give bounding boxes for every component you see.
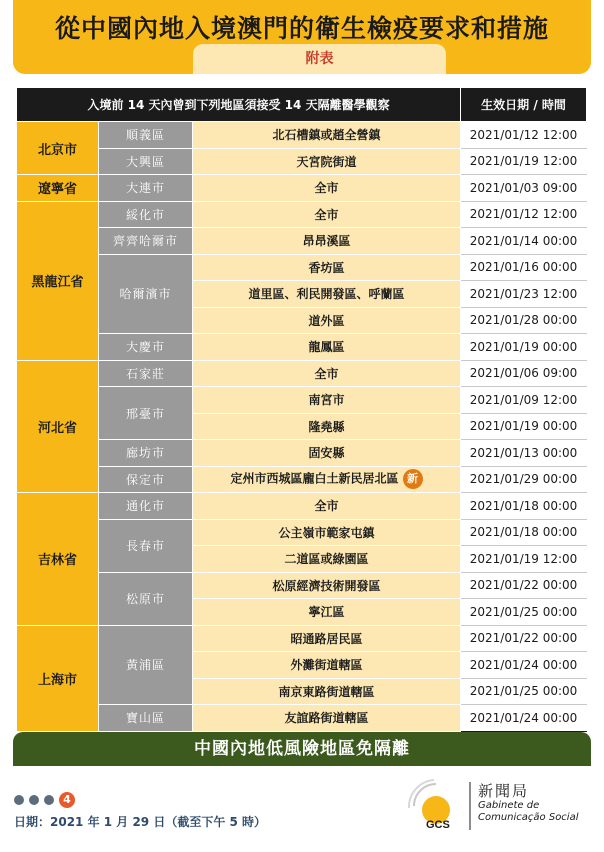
table-row <box>17 440 587 467</box>
effective-date-cell: 2021/01/12 12:00 <box>461 201 587 228</box>
city-cell: 長春市 <box>99 519 193 572</box>
area-text: 友誼路街道轄區 <box>284 711 369 726</box>
effective-date-cell: 2021/01/23 12:00 <box>461 281 587 308</box>
area-cell <box>193 493 461 520</box>
city-cell: 廊坊市 <box>99 440 193 467</box>
column-header-regions: 入境前 14 天內曾到下列地區須接受 14 天隔離醫學觀察 <box>17 88 461 122</box>
area-text: 天宮院街道 <box>296 154 357 169</box>
province-cell: 北京市 <box>17 122 99 175</box>
area-text: 隆堯縣 <box>308 419 345 434</box>
effective-date-cell: 2021/01/22 00:00 <box>461 625 587 652</box>
area-cell <box>193 175 461 202</box>
appendix-tab: 附表 <box>193 44 446 74</box>
area-cell <box>193 546 461 573</box>
area-cell <box>193 413 461 440</box>
area-text: 固安縣 <box>308 446 345 461</box>
city-cell: 黃浦區 <box>99 625 193 705</box>
effective-date-cell: 2021/01/12 12:00 <box>461 122 587 149</box>
area-text: 道里區、利民開發區、呼蘭區 <box>248 287 405 302</box>
area-cell <box>193 625 461 652</box>
table-row <box>17 148 587 175</box>
area-text: 全市 <box>314 207 339 222</box>
quarantine-table <box>16 87 587 732</box>
table-row <box>17 572 587 599</box>
city-cell: 邢臺市 <box>99 387 193 440</box>
logo-chinese-name: 新聞局 <box>478 782 530 800</box>
area-cell <box>193 705 461 732</box>
table-row <box>17 175 587 202</box>
area-cell <box>193 254 461 281</box>
table-body <box>17 122 587 732</box>
table-row <box>17 360 587 387</box>
effective-date-cell: 2021/01/25 00:00 <box>461 599 587 626</box>
table-row <box>17 519 587 546</box>
area-cell <box>193 678 461 705</box>
area-text: 全市 <box>314 499 339 514</box>
logo-portuguese-name <box>478 800 579 824</box>
province-cell: 河北省 <box>17 360 99 493</box>
table-row <box>17 228 587 255</box>
effective-date-cell: 2021/01/19 12:00 <box>461 546 587 573</box>
table-row <box>17 201 587 228</box>
logo-pt-line-2: Comunicação Social <box>478 812 579 823</box>
city-cell: 大連市 <box>99 175 193 202</box>
current-page-badge: 4 <box>59 792 75 808</box>
effective-date-cell: 2021/01/09 12:00 <box>461 387 587 414</box>
province-cell: 上海市 <box>17 625 99 731</box>
city-cell: 綏化市 <box>99 201 193 228</box>
area-cell <box>193 387 461 414</box>
effective-date-cell: 2021/01/13 00:00 <box>461 440 587 467</box>
area-cell <box>193 281 461 308</box>
area-cell <box>193 201 461 228</box>
area-text: 松原經濟技術開發區 <box>272 578 381 593</box>
low-risk-banner: 中國內地低風險地區免隔離 <box>13 732 591 766</box>
area-text: 道外區 <box>308 313 345 328</box>
city-cell: 石家莊 <box>99 360 193 387</box>
effective-date-cell: 2021/01/03 09:00 <box>461 175 587 202</box>
area-text: 二道區或綠園區 <box>284 552 369 567</box>
area-text: 香坊區 <box>308 260 345 275</box>
area-text: 寧江區 <box>308 605 345 620</box>
table-row <box>17 387 587 414</box>
area-cell <box>193 440 461 467</box>
area-text: 昭通路居民區 <box>290 631 363 646</box>
area-text: 全市 <box>314 181 339 196</box>
gcs-emblem-text: GCS <box>426 819 450 831</box>
city-cell: 齊齊哈爾市 <box>99 228 193 255</box>
area-cell <box>193 519 461 546</box>
effective-date-cell: 2021/01/19 00:00 <box>461 413 587 440</box>
province-cell: 黑龍江省 <box>17 201 99 360</box>
area-text: 北石槽鎮或趙全營鎮 <box>272 128 381 143</box>
table-row <box>17 122 587 149</box>
area-cell <box>193 360 461 387</box>
area-text: 公主嶺市範家屯鎮 <box>278 525 375 540</box>
effective-date-cell: 2021/01/18 00:00 <box>461 493 587 520</box>
area-text: 外灘街道轄區 <box>290 658 363 673</box>
city-cell: 哈爾濱市 <box>99 254 193 334</box>
date-footer: 日期：2021 年 1 月 29 日（截至下午 5 時） <box>14 815 267 829</box>
table-row <box>17 705 587 732</box>
city-cell: 通化市 <box>99 493 193 520</box>
page-dot <box>29 795 39 805</box>
header-banner <box>13 0 591 74</box>
effective-date-cell: 2021/01/24 00:00 <box>461 705 587 732</box>
city-cell: 松原市 <box>99 572 193 625</box>
effective-date-cell: 2021/01/19 12:00 <box>461 148 587 175</box>
effective-date-cell: 2021/01/19 00:00 <box>461 334 587 361</box>
area-cell <box>193 599 461 626</box>
area-cell <box>193 148 461 175</box>
table-row <box>17 254 587 281</box>
table-row <box>17 625 587 652</box>
effective-date-cell: 2021/01/22 00:00 <box>461 572 587 599</box>
area-cell <box>193 572 461 599</box>
logo-pt-line-1: Gabinete de <box>478 800 540 811</box>
table-row <box>17 334 587 361</box>
area-text: 南宮市 <box>308 393 345 408</box>
area-cell <box>193 466 461 493</box>
effective-date-cell: 2021/01/29 00:00 <box>461 466 587 493</box>
effective-date-cell: 2021/01/18 00:00 <box>461 519 587 546</box>
area-cell <box>193 122 461 149</box>
area-cell <box>193 652 461 679</box>
province-cell: 遼寧省 <box>17 175 99 202</box>
effective-date-cell: 2021/01/14 00:00 <box>461 228 587 255</box>
effective-date-cell: 2021/01/25 00:00 <box>461 678 587 705</box>
effective-date-cell: 2021/01/16 00:00 <box>461 254 587 281</box>
city-cell: 大興區 <box>99 148 193 175</box>
column-header-effective-date: 生效日期 / 時間 <box>461 88 587 122</box>
table-row <box>17 493 587 520</box>
quarantine-table-container <box>16 87 586 732</box>
area-text: 南京東路街道轄區 <box>278 684 375 699</box>
effective-date-cell: 2021/01/28 00:00 <box>461 307 587 334</box>
area-text: 定州市西城區龐白土新民居北區 <box>230 471 399 486</box>
page-title: 從中國內地入境澳門的衛生檢疫要求和措施 <box>54 14 549 43</box>
page-dot <box>14 795 24 805</box>
city-cell: 寶山區 <box>99 705 193 732</box>
area-text: 龍鳳區 <box>308 340 345 355</box>
area-cell <box>193 228 461 255</box>
area-text: 全市 <box>314 366 339 381</box>
area-cell <box>193 307 461 334</box>
province-cell: 吉林省 <box>17 493 99 626</box>
table-row <box>17 466 587 493</box>
city-cell: 保定市 <box>99 466 193 493</box>
page-dot <box>44 795 54 805</box>
city-cell: 大慶市 <box>99 334 193 361</box>
new-badge: 新 <box>403 469 423 489</box>
page-indicator <box>14 789 75 805</box>
gcs-emblem-icon <box>400 776 476 836</box>
effective-date-cell: 2021/01/24 00:00 <box>461 652 587 679</box>
city-cell: 順義區 <box>99 122 193 149</box>
area-cell <box>193 334 461 361</box>
gcs-logo <box>400 776 600 836</box>
effective-date-cell: 2021/01/06 09:00 <box>461 360 587 387</box>
area-text: 昂昂溪區 <box>302 234 351 249</box>
